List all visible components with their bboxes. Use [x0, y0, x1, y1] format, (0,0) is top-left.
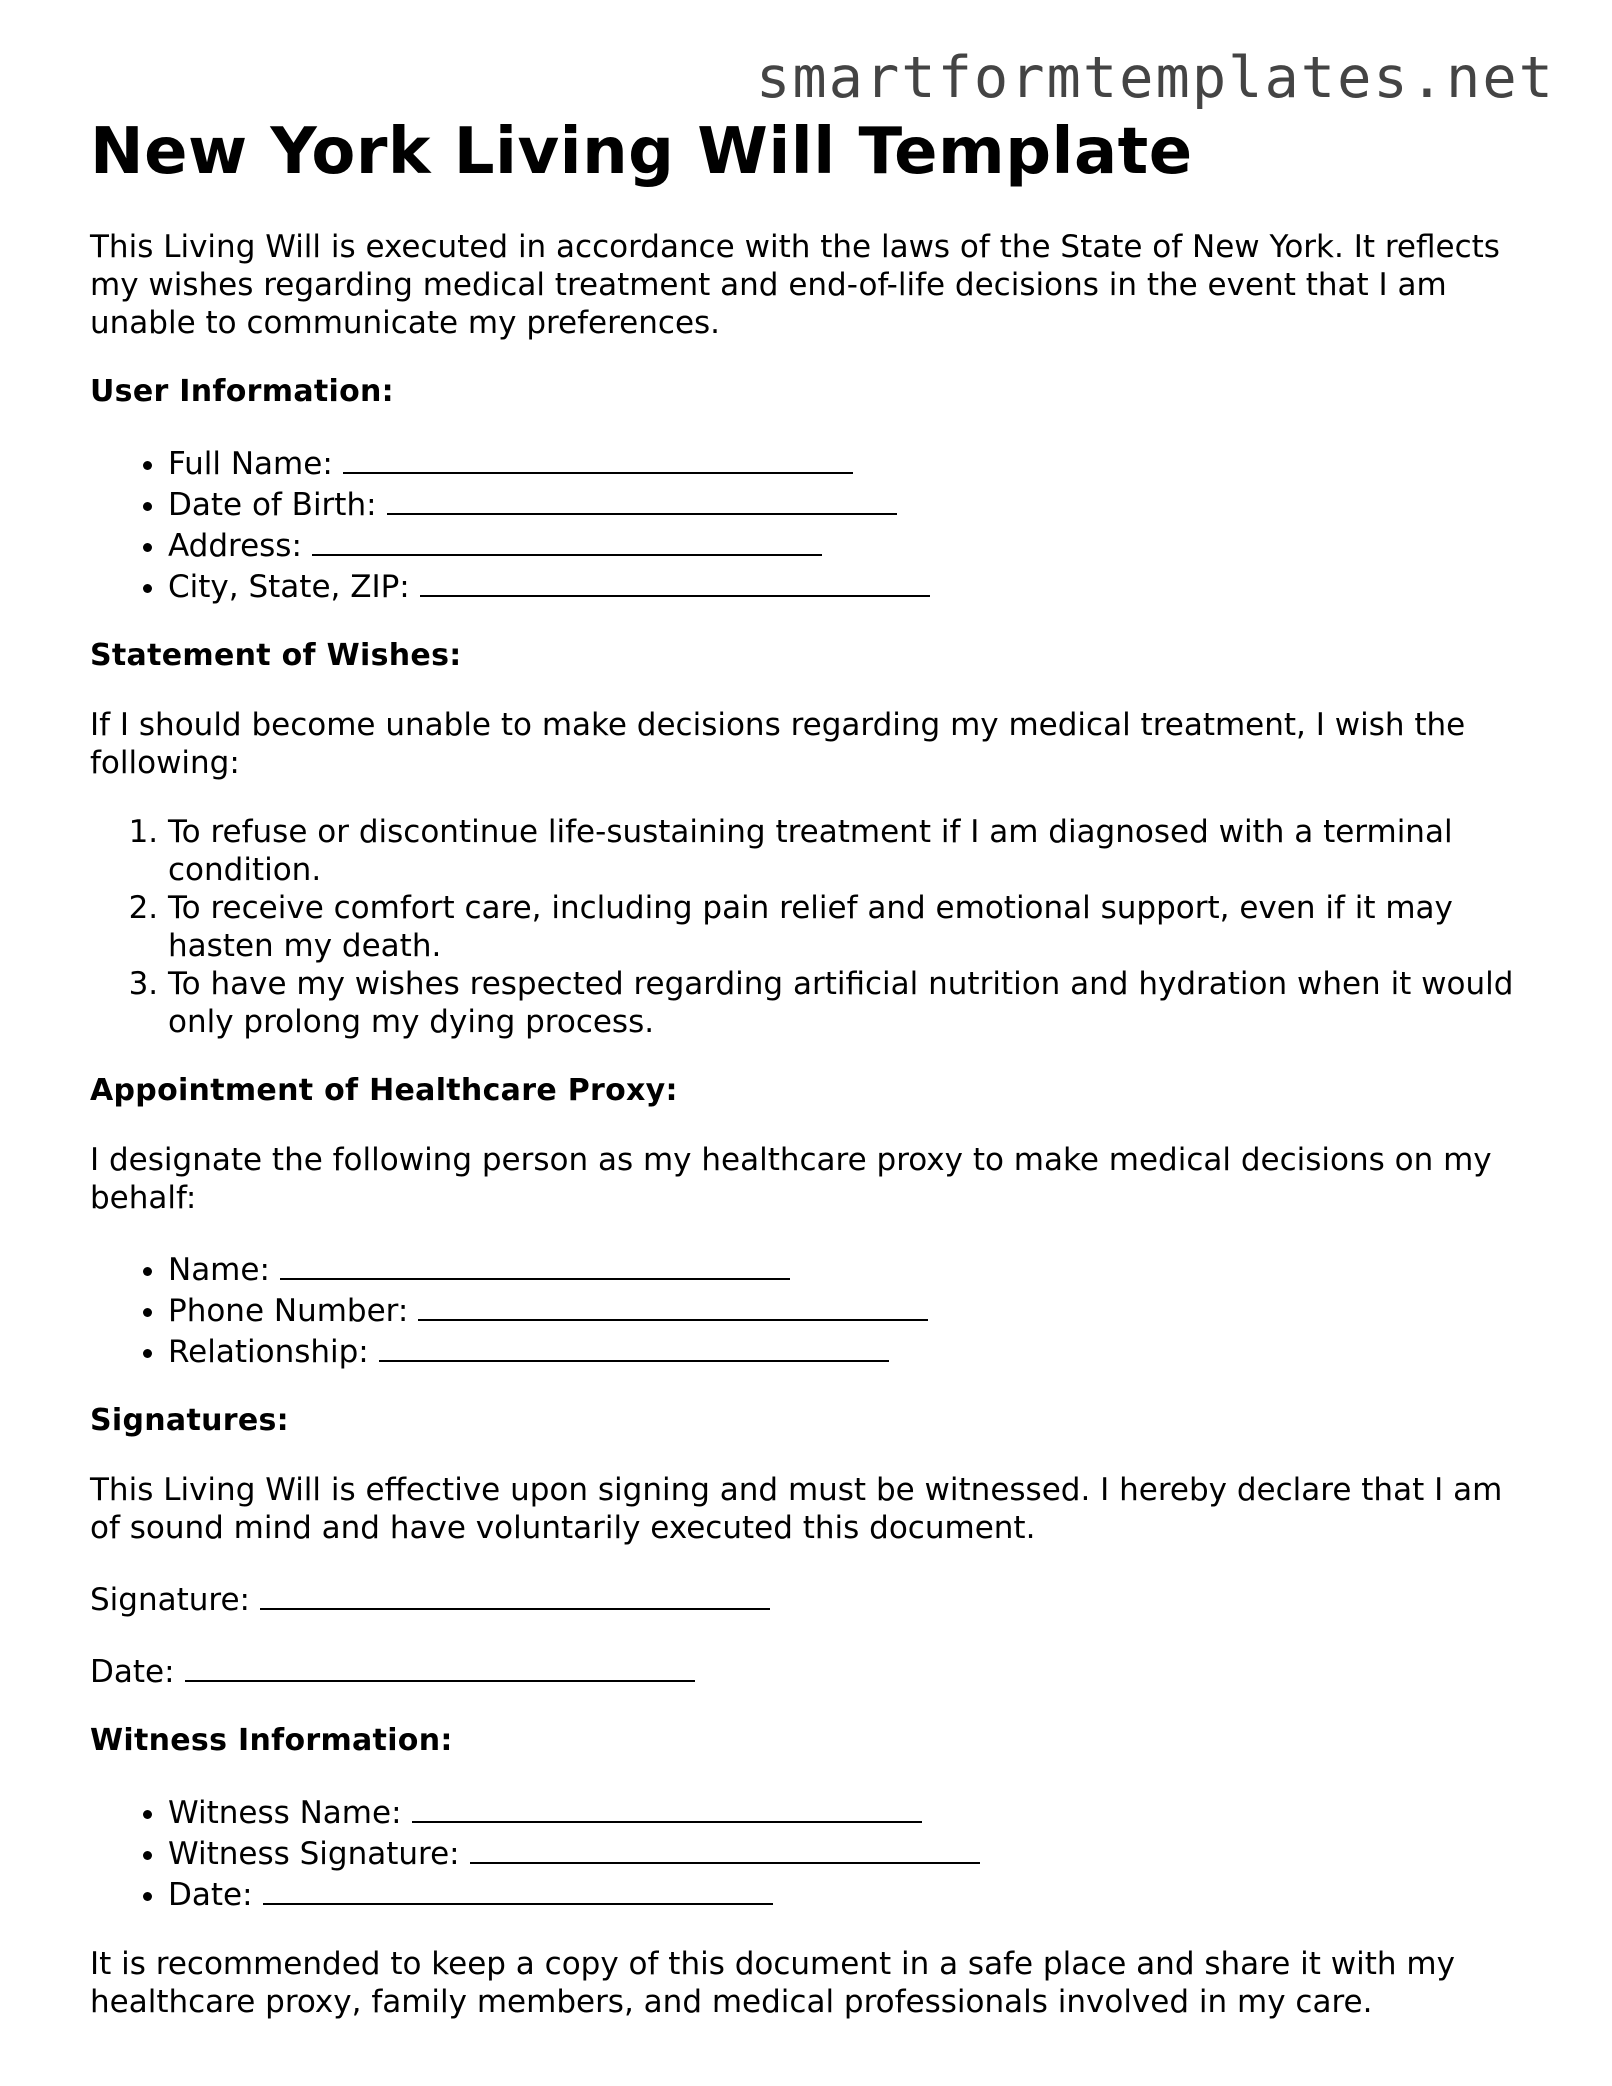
proxy-phone-field[interactable]: [418, 1289, 928, 1321]
closing-paragraph: It is recommended to keep a copy of this document in a safe place and share it with my healthcare proxy, family members, and medical professionals involved in my care.: [90, 1946, 1455, 2020]
user-information-heading: User Information:: [90, 374, 394, 409]
city-state-zip-field[interactable]: [420, 565, 930, 597]
city-state-zip-label: City, State, ZIP:: [168, 569, 410, 605]
witness-signature-item: [168, 1832, 1530, 1873]
witness-name-item: [168, 1791, 1530, 1832]
address-field[interactable]: [312, 524, 822, 556]
proxy-relationship-label: Relationship:: [168, 1334, 369, 1370]
intro-paragraph: This Living Will is executed in accordance with the laws of the State of New York. It reflects my wishes regarding medical treatment and end-of-life decisions in the event that I am unable to communicate my preferences.: [90, 229, 1500, 341]
signature-line: [90, 1578, 1530, 1619]
document-page: [90, 114, 1530, 2021]
full-name-label: Full Name:: [168, 446, 333, 482]
witness-date-item: [168, 1873, 1530, 1914]
witness-date-field[interactable]: [263, 1873, 773, 1905]
proxy-relationship-item: [168, 1330, 1530, 1371]
wishes-paragraph: If I should become unable to make decisions regarding my medical treatment, I wish the following:: [90, 707, 1466, 781]
witness-date-label: Date:: [168, 1877, 253, 1913]
date-field[interactable]: [185, 1650, 695, 1682]
address-item: [168, 524, 1530, 565]
witness-name-field[interactable]: [412, 1791, 922, 1823]
witness-signature-label: Witness Signature:: [168, 1836, 460, 1872]
healthcare-proxy-heading: Appointment of Healthcare Proxy:: [90, 1073, 678, 1108]
statement-of-wishes-heading: Statement of Wishes:: [90, 638, 462, 673]
proxy-name-field[interactable]: [280, 1248, 790, 1280]
proxy-relationship-field[interactable]: [379, 1330, 889, 1362]
witness-information-heading: Witness Information:: [90, 1723, 453, 1758]
date-of-birth-label: Date of Birth:: [168, 487, 377, 523]
signature-field[interactable]: [260, 1578, 770, 1610]
wishes-list: [90, 813, 1530, 1041]
proxy-phone-label: Phone Number:: [168, 1293, 409, 1329]
date-of-birth-item: [168, 483, 1530, 524]
signatures-heading: Signatures:: [90, 1403, 289, 1438]
wish-item: 3. To have my wishes respected regarding artificial nutrition and hydration when it would only prolong my dying process.: [168, 965, 1530, 1041]
page-title: New York Living Will Template: [90, 115, 1193, 189]
date-label: Date:: [90, 1654, 175, 1690]
proxy-name-label: Name:: [168, 1252, 270, 1288]
proxy-name-item: [168, 1248, 1530, 1289]
watermark: smartformtemplates.net: [756, 45, 1555, 111]
date-of-birth-field[interactable]: [387, 483, 897, 515]
wish-item: 1. To refuse or discontinue life-sustaining treatment if I am diagnosed with a terminal condition.: [168, 813, 1530, 889]
signature-label: Signature:: [90, 1582, 250, 1618]
city-state-zip-item: [168, 565, 1530, 606]
witness-signature-field[interactable]: [470, 1832, 980, 1864]
date-line: [90, 1650, 1530, 1691]
full-name-item: [168, 442, 1530, 483]
proxy-list: [90, 1248, 1530, 1371]
signatures-paragraph: This Living Will is effective upon signing and must be witnessed. I hereby declare that I am of sound mind and have voluntarily executed this document.: [90, 1472, 1503, 1546]
user-information-list: [90, 442, 1530, 606]
proxy-paragraph: I designate the following person as my healthcare proxy to make medical decisions on my behalf:: [90, 1142, 1492, 1216]
witness-list: [90, 1791, 1530, 1914]
wish-item: 2. To receive comfort care, including pain relief and emotional support, even if it may hasten my death.: [168, 889, 1530, 965]
full-name-field[interactable]: [343, 442, 853, 474]
witness-name-label: Witness Name:: [168, 1795, 402, 1831]
proxy-phone-item: [168, 1289, 1530, 1330]
address-label: Address:: [168, 528, 302, 564]
